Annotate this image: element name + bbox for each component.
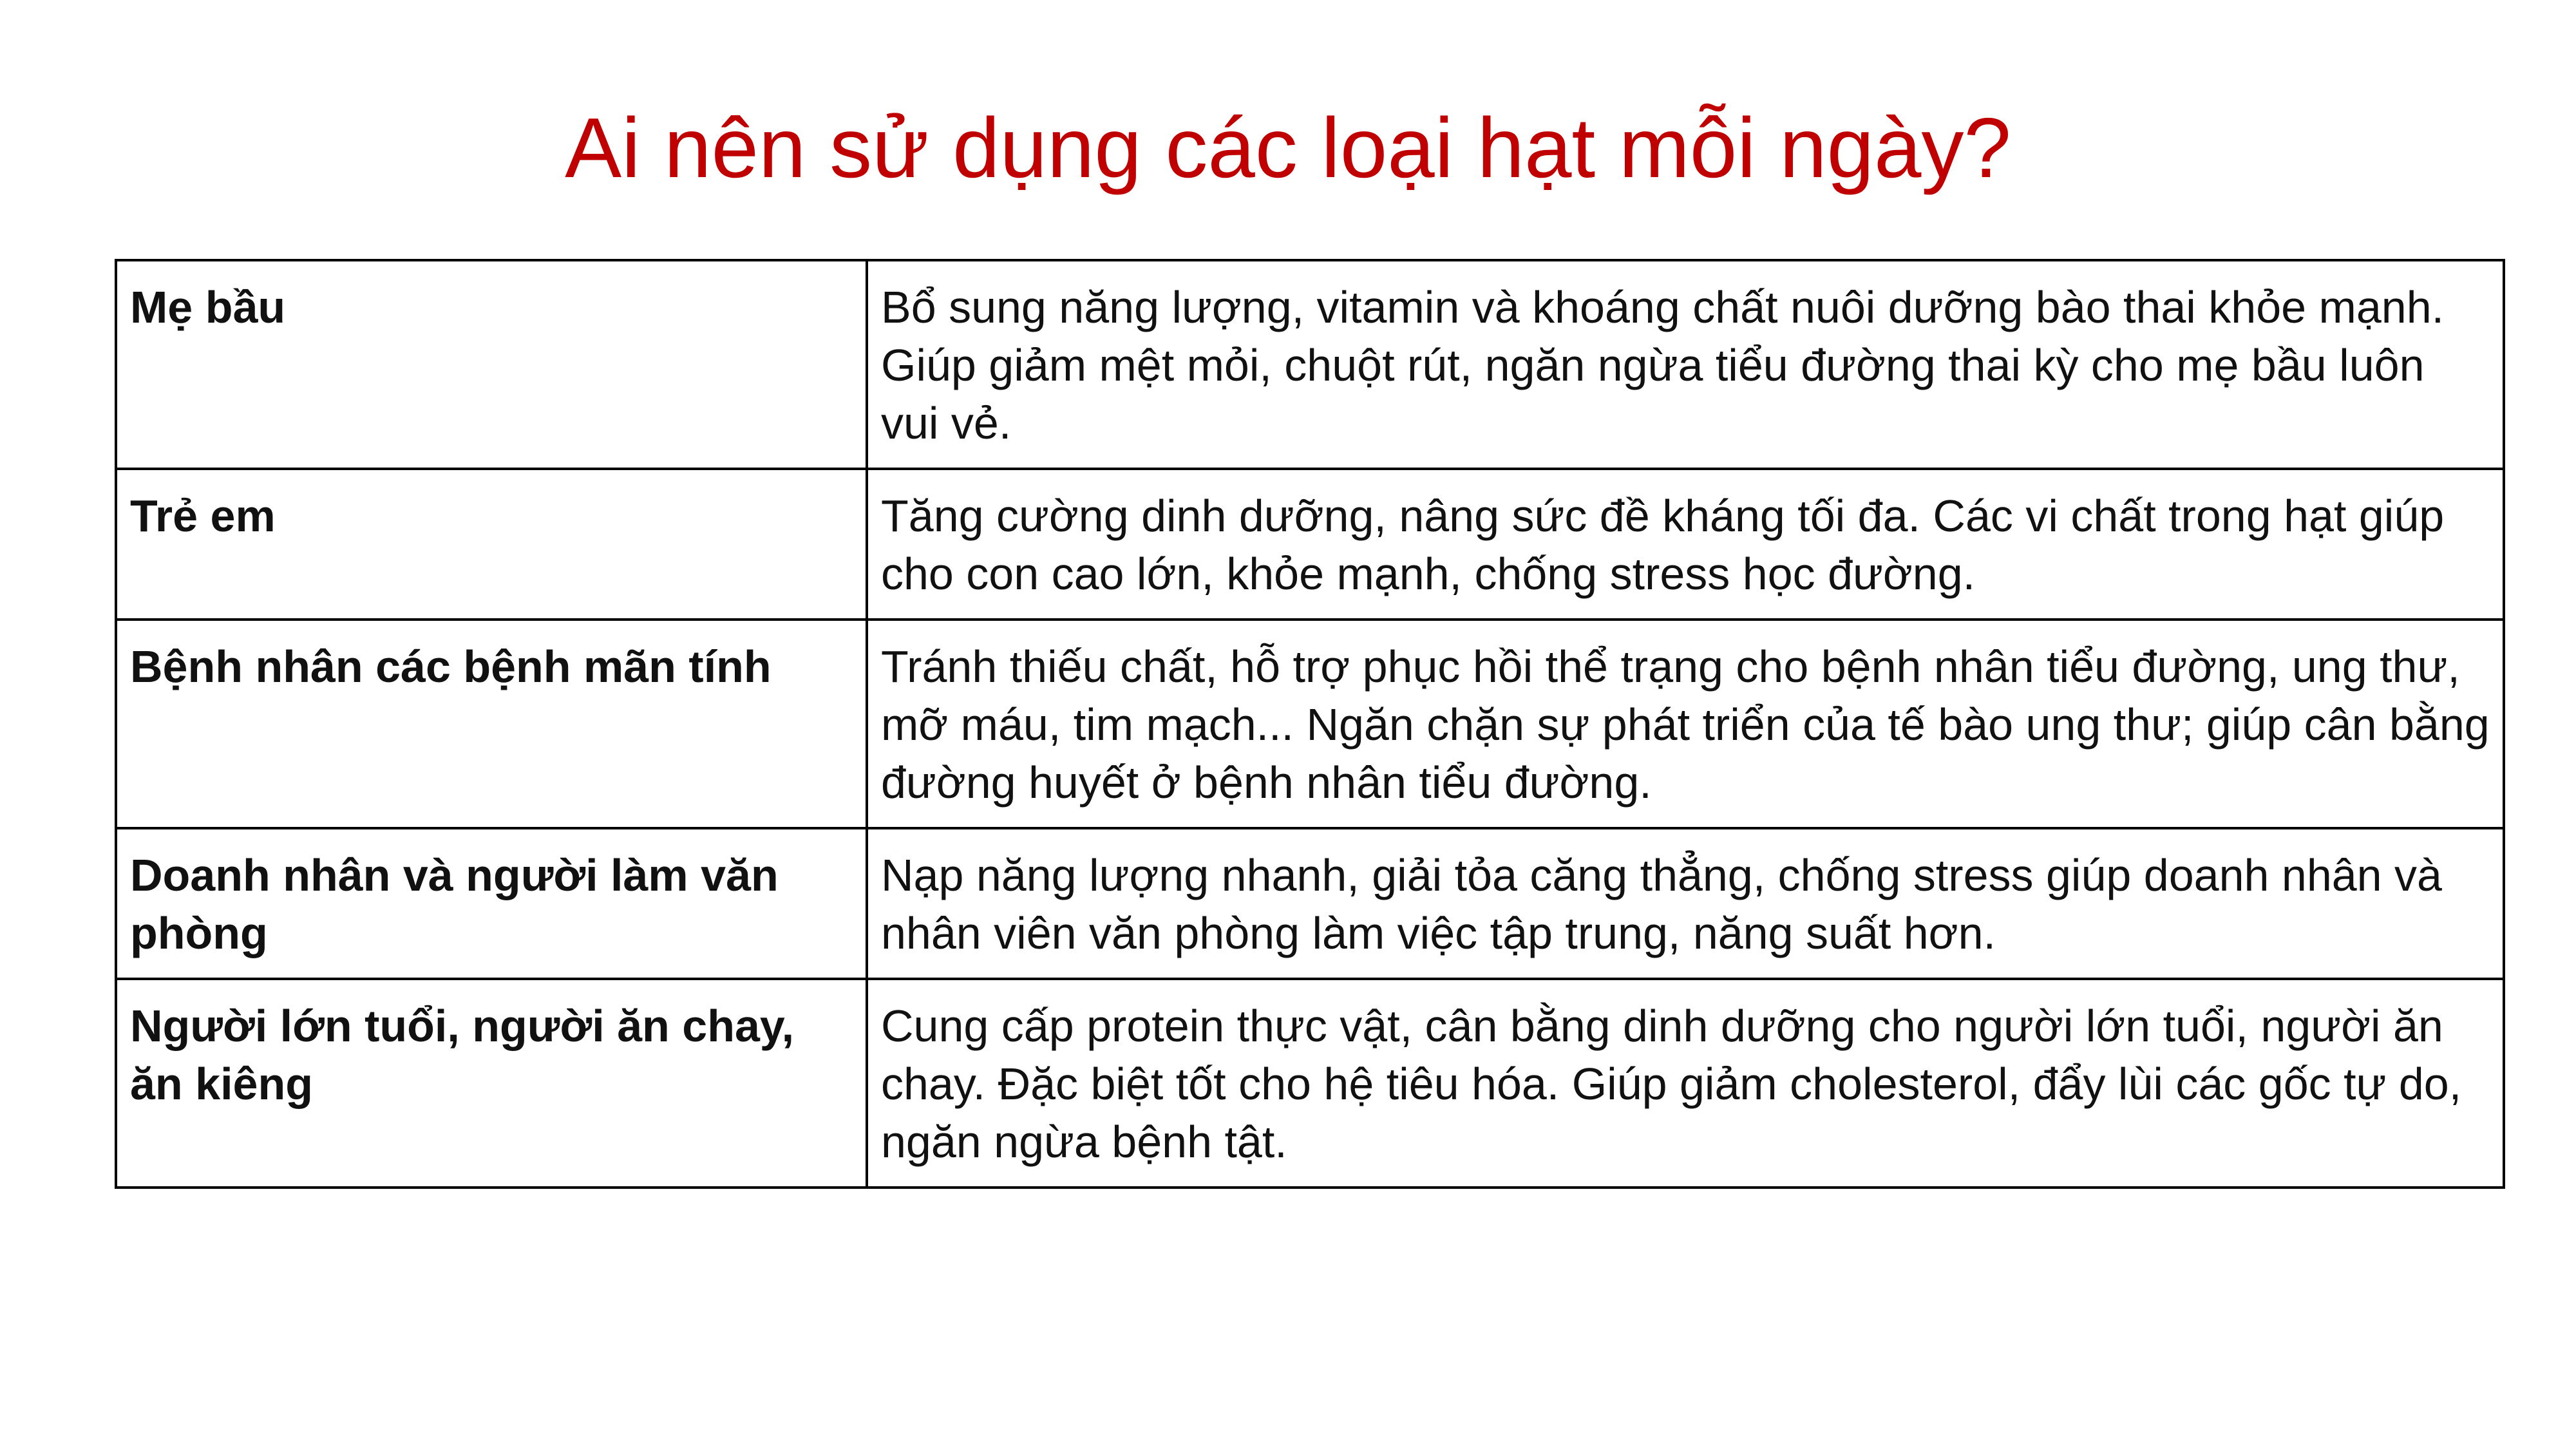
table-row bbox=[116, 828, 2504, 979]
table-row bbox=[116, 260, 2504, 469]
audience-group-cell: Trẻ em bbox=[116, 469, 867, 620]
table-row bbox=[116, 620, 2504, 828]
benefit-description-cell: Tránh thiếu chất, hỗ trợ phục hồi thể trạng cho bệnh nhân tiểu đường, ung thư, mỡ máu, tim mạch... Ngăn chặn sự phát triển của tế bào ung thư; giúp cân bằng đường huyết ở bệnh nhân tiểu đường. bbox=[867, 620, 2504, 828]
benefit-description-cell: Nạp năng lượng nhanh, giải tỏa căng thẳng, chống stress giúp doanh nhân và nhân viên văn phòng làm việc tập trung, năng suất hơn. bbox=[867, 828, 2504, 979]
benefit-description-cell: Bổ sung năng lượng, vitamin và khoáng chất nuôi dưỡng bào thai khỏe mạnh. Giúp giảm mệt mỏi, chuột rút, ngăn ngừa tiểu đường thai kỳ cho mẹ bầu luôn vui vẻ. bbox=[867, 260, 2504, 469]
audience-group-cell: Người lớn tuổi, người ăn chay, ăn kiêng bbox=[116, 979, 867, 1188]
audience-group-cell: Doanh nhân và người làm văn phòng bbox=[116, 828, 867, 979]
slide-title: Ai nên sử dụng các loại hạt mỗi ngày? bbox=[565, 100, 2011, 195]
table-row bbox=[116, 979, 2504, 1188]
audience-table bbox=[115, 259, 2505, 1189]
audience-group-cell: Bệnh nhân các bệnh mãn tính bbox=[116, 620, 867, 828]
benefit-description-cell: Cung cấp protein thực vật, cân bằng dinh dưỡng cho người lớn tuổi, người ăn chay. Đặc biệt tốt cho hệ tiêu hóa. Giúp giảm cholesterol, đẩy lùi các gốc tự do, ngăn ngừa bệnh tật. bbox=[867, 979, 2504, 1188]
audience-group-cell: Mẹ bầu bbox=[116, 260, 867, 469]
table-row bbox=[116, 469, 2504, 620]
benefit-description-cell: Tăng cường dinh dưỡng, nâng sức đề kháng tối đa. Các vi chất trong hạt giúp cho con cao lớn, khỏe mạnh, chống stress học đường. bbox=[867, 469, 2504, 620]
